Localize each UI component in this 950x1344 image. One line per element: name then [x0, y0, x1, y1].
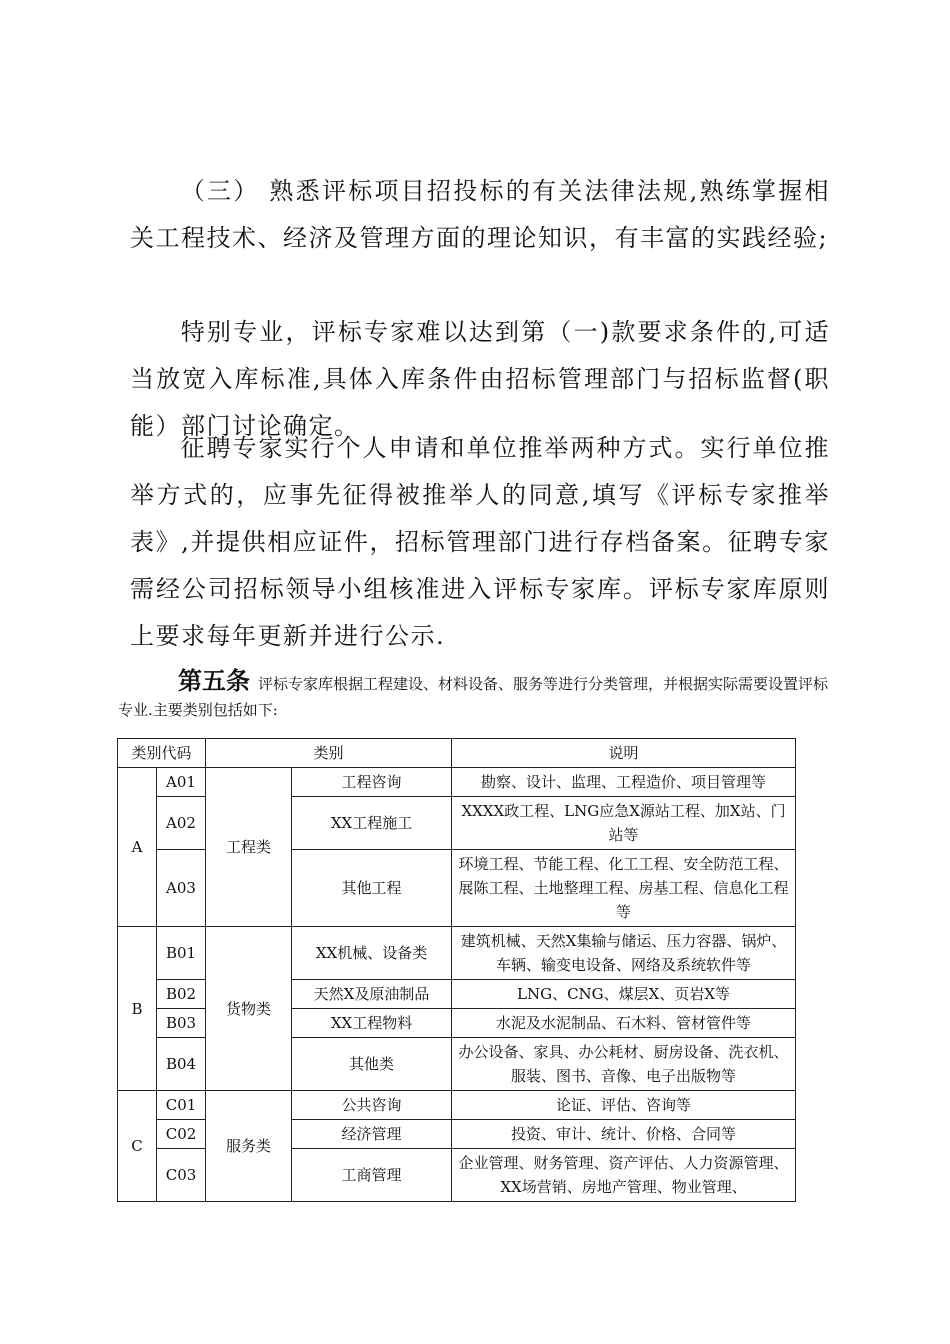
subcategory-cell: 工程咨询: [292, 768, 452, 797]
table-row: [118, 768, 796, 797]
code-cell: C03: [157, 1149, 206, 1202]
header-category-code: 类别代码: [118, 739, 206, 768]
code-cell: A03: [157, 850, 206, 927]
group-category-cell: 工程类: [206, 768, 292, 927]
description-cell: 水泥及水泥制品、石木料、管材管件等: [452, 1009, 796, 1038]
subcategory-cell: XX工程物料: [292, 1009, 452, 1038]
subcategory-cell: XX机械、设备类: [292, 927, 452, 980]
subcategory-cell: 公共咨询: [292, 1091, 452, 1120]
paragraph-recruitment: [130, 425, 830, 660]
group-category-cell: 服务类: [206, 1091, 292, 1202]
paragraph-text: （三） 熟悉评标项目招投标的有关法律法规,熟练掌握相关工程技术、经济及管理方面的理论知识，有丰富的实践经验;: [130, 177, 830, 252]
description-cell: 投资、审计、统计、价格、合同等: [452, 1120, 796, 1149]
group-category-cell: 货物类: [206, 927, 292, 1091]
subcategory-cell: 经济管理: [292, 1120, 452, 1149]
description-cell: 建筑机械、天然X集输与储运、压力容器、锅炉、车辆、输变电设备、网络及系统软件等: [452, 927, 796, 980]
subcategory-cell: 其他类: [292, 1038, 452, 1091]
expert-category-table: [117, 738, 796, 1202]
subcategory-cell: 工商管理: [292, 1149, 452, 1202]
group-code-cell: B: [118, 927, 157, 1091]
description-cell: 企业管理、财务管理、资产评估、人力资源管理、XX场营销、房地产管理、物业管理、: [452, 1149, 796, 1202]
group-code-cell: A: [118, 768, 157, 927]
group-code-cell: C: [118, 1091, 157, 1202]
article-5-text: 评标专家库根据工程建设、材料设备、服务等进行分类管理，并根据实际需要设置评标专业.主要类别包括如下:: [118, 675, 829, 719]
code-cell: A02: [157, 797, 206, 850]
code-cell: C02: [157, 1120, 206, 1149]
code-cell: C01: [157, 1091, 206, 1120]
code-cell: B04: [157, 1038, 206, 1091]
article-5-title: 第五条: [178, 667, 250, 695]
subcategory-cell: 天然X及原油制品: [292, 980, 452, 1009]
article-5: [118, 668, 830, 723]
header-category: 类别: [206, 739, 452, 768]
description-cell: 环境工程、节能工程、化工工程、安全防范工程、展陈工程、土地整理工程、房基工程、信息化工程等: [452, 850, 796, 927]
code-cell: B03: [157, 1009, 206, 1038]
table-row: [118, 927, 796, 980]
description-cell: LNG、CNG、煤层X、页岩X等: [452, 980, 796, 1009]
code-cell: B01: [157, 927, 206, 980]
table-header-row: [118, 739, 796, 768]
description-cell: XXXX政工程、LNG应急X源站工程、加X站、门站等: [452, 797, 796, 850]
paragraph-text: 征聘专家实行个人申请和单位推举两种方式。实行单位推举方式的，应事先征得被推举人的同意,填写《评标专家推举表》,并提供相应证件，招标管理部门进行存档备案。征聘专家需经公司招标领导小组核准进入评标专家库。评标专家库原则上要求每年更新并进行公示.: [130, 434, 830, 650]
description-cell: 论证、评估、咨询等: [452, 1091, 796, 1120]
description-cell: 勘察、设计、监理、工程造价、项目管理等: [452, 768, 796, 797]
description-cell: 办公设备、家具、办公耗材、厨房设备、洗衣机、服装、图书、音像、电子出版物等: [452, 1038, 796, 1091]
paragraph-qualification-3: [130, 168, 830, 262]
table-row: [118, 1091, 796, 1120]
subcategory-cell: 其他工程: [292, 850, 452, 927]
subcategory-cell: XX工程施工: [292, 797, 452, 850]
paragraph-text: 特别专业，评标专家难以达到第（一)款要求条件的,可适当放宽入库标准,具体入库条件由招标管理部门与招标监督(职能）部门讨论确定。: [130, 318, 830, 440]
code-cell: B02: [157, 980, 206, 1009]
code-cell: A01: [157, 768, 206, 797]
header-description: 说明: [452, 739, 796, 768]
